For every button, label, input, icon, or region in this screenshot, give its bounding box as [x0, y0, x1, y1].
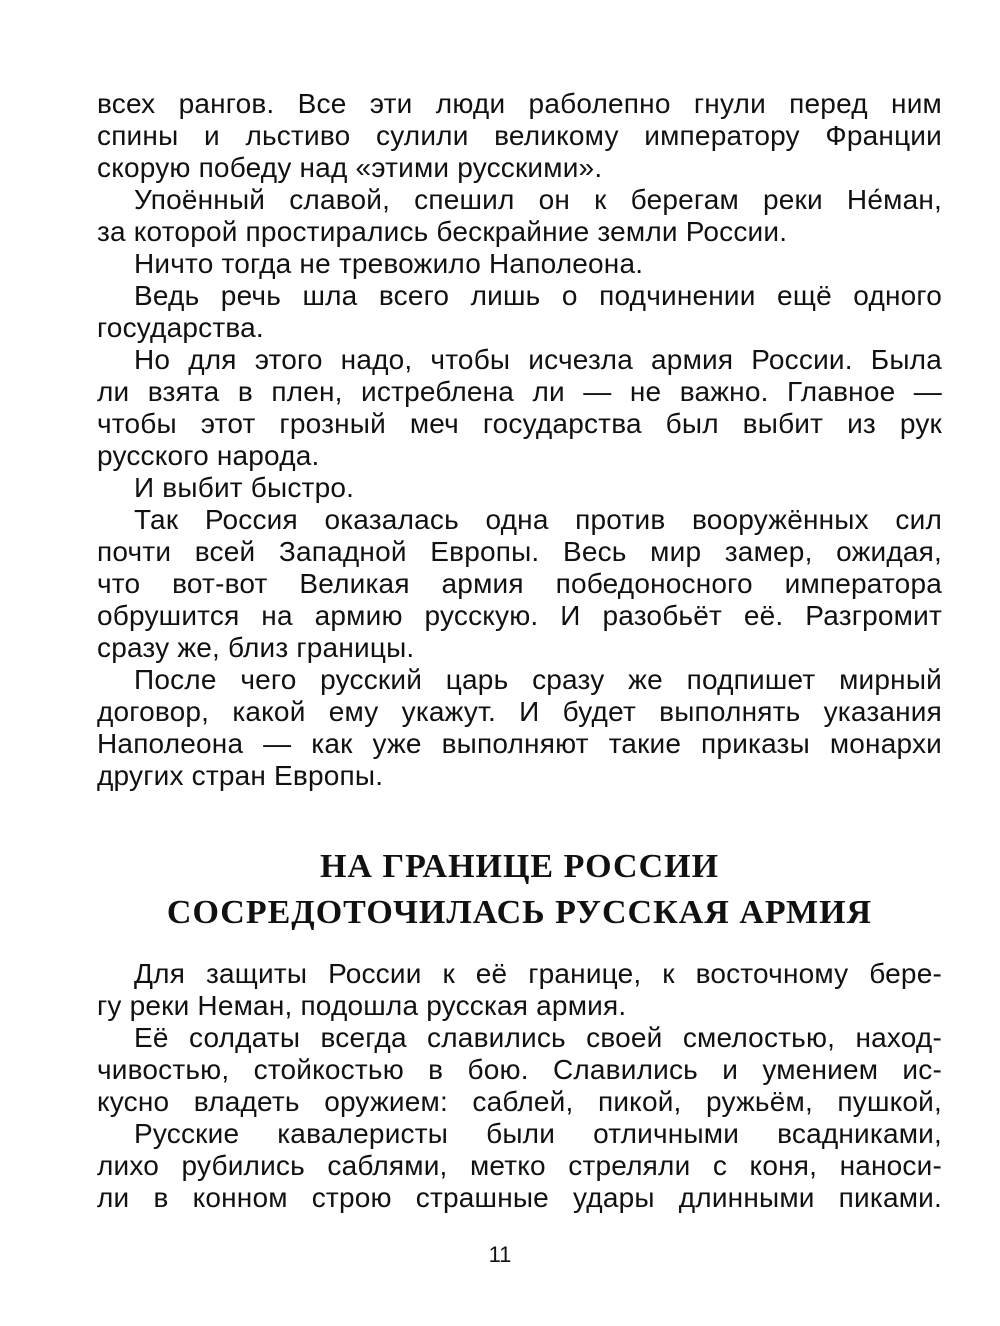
text-line: других стран Европы.	[97, 760, 384, 791]
text-line: почти всей Западной Европы. Весь мир замер, ожидая,	[97, 536, 942, 567]
text-line: русского народа.	[97, 440, 320, 471]
text-line: скорую победу над «этими русскими».	[97, 152, 603, 183]
text-line: сразу же, близ границы.	[97, 632, 415, 663]
text-line: обрушится на армию русскую. И разобьёт её. Разгромит	[97, 600, 942, 631]
text-line: Упоённый славой, спешил он к берегам реки Не́ман,	[134, 184, 942, 215]
text-line: государства.	[97, 312, 264, 343]
text-line: гу реки Неман, подошла русская армия.	[97, 990, 627, 1021]
text-line: И выбит быстро.	[134, 472, 355, 503]
text-line: чтобы этот грозный меч государства был выбит из рук	[97, 408, 942, 439]
text-line: Ничто тогда не тревожило Наполеона.	[134, 248, 644, 279]
text-line: Так Россия оказалась одна против вооружённых сил	[134, 504, 942, 535]
text-line: лихо рубились саблями, метко стреляли с коня, наноси-	[97, 1150, 942, 1181]
chapter-heading	[97, 844, 942, 936]
text-line: что вот-вот Великая армия победоносного императора	[97, 568, 942, 599]
text-line: ли в конном строю страшные удары длинными пиками.	[97, 1182, 942, 1213]
text-line: всех рангов. Все эти люди раболепно гнули перед ним	[97, 88, 942, 119]
text-line: Наполеона — как уже выполняют такие приказы монархи	[97, 728, 942, 759]
text-line: кусно владеть оружием: саблей, пикой, ружьём, пушкой,	[97, 1086, 942, 1117]
text-line: чивостью, стойкостью в бою. Славились и умением ис-	[97, 1054, 942, 1085]
text-line: Русские кавалеристы были отличными всадниками,	[134, 1118, 942, 1149]
text-line: договор, какой ему укажут. И будет выполнять указания	[97, 696, 942, 727]
text-line: Ведь речь шла всего лишь о подчинении ещё одного	[134, 280, 942, 311]
section2-text	[97, 958, 942, 1214]
text-line: спины и льстиво сулили великому императору Франции	[97, 120, 942, 151]
section1-text	[97, 88, 942, 792]
text-line: за которой простирались бескрайние земли России.	[97, 216, 788, 247]
chapter-heading-line2: СОСРЕДОТОЧИЛАСЬ РУССКАЯ АРМИЯ	[166, 894, 873, 931]
text-line: После чего русский царь сразу же подпишет мирный	[134, 664, 942, 695]
page-number: 11	[488, 1242, 512, 1267]
text-line: ли взята в плен, истреблена ли — не важно. Главное —	[97, 376, 942, 407]
chapter-heading-line1: НА ГРАНИЦЕ РОССИИ	[319, 848, 720, 885]
text-line: Но для этого надо, чтобы исчезла армия России. Была	[134, 344, 942, 375]
text-line: Для защиты России к её границе, к восточному бере-	[134, 958, 942, 989]
text-line: Её солдаты всегда славились своей смелостью, наход-	[134, 1022, 942, 1053]
